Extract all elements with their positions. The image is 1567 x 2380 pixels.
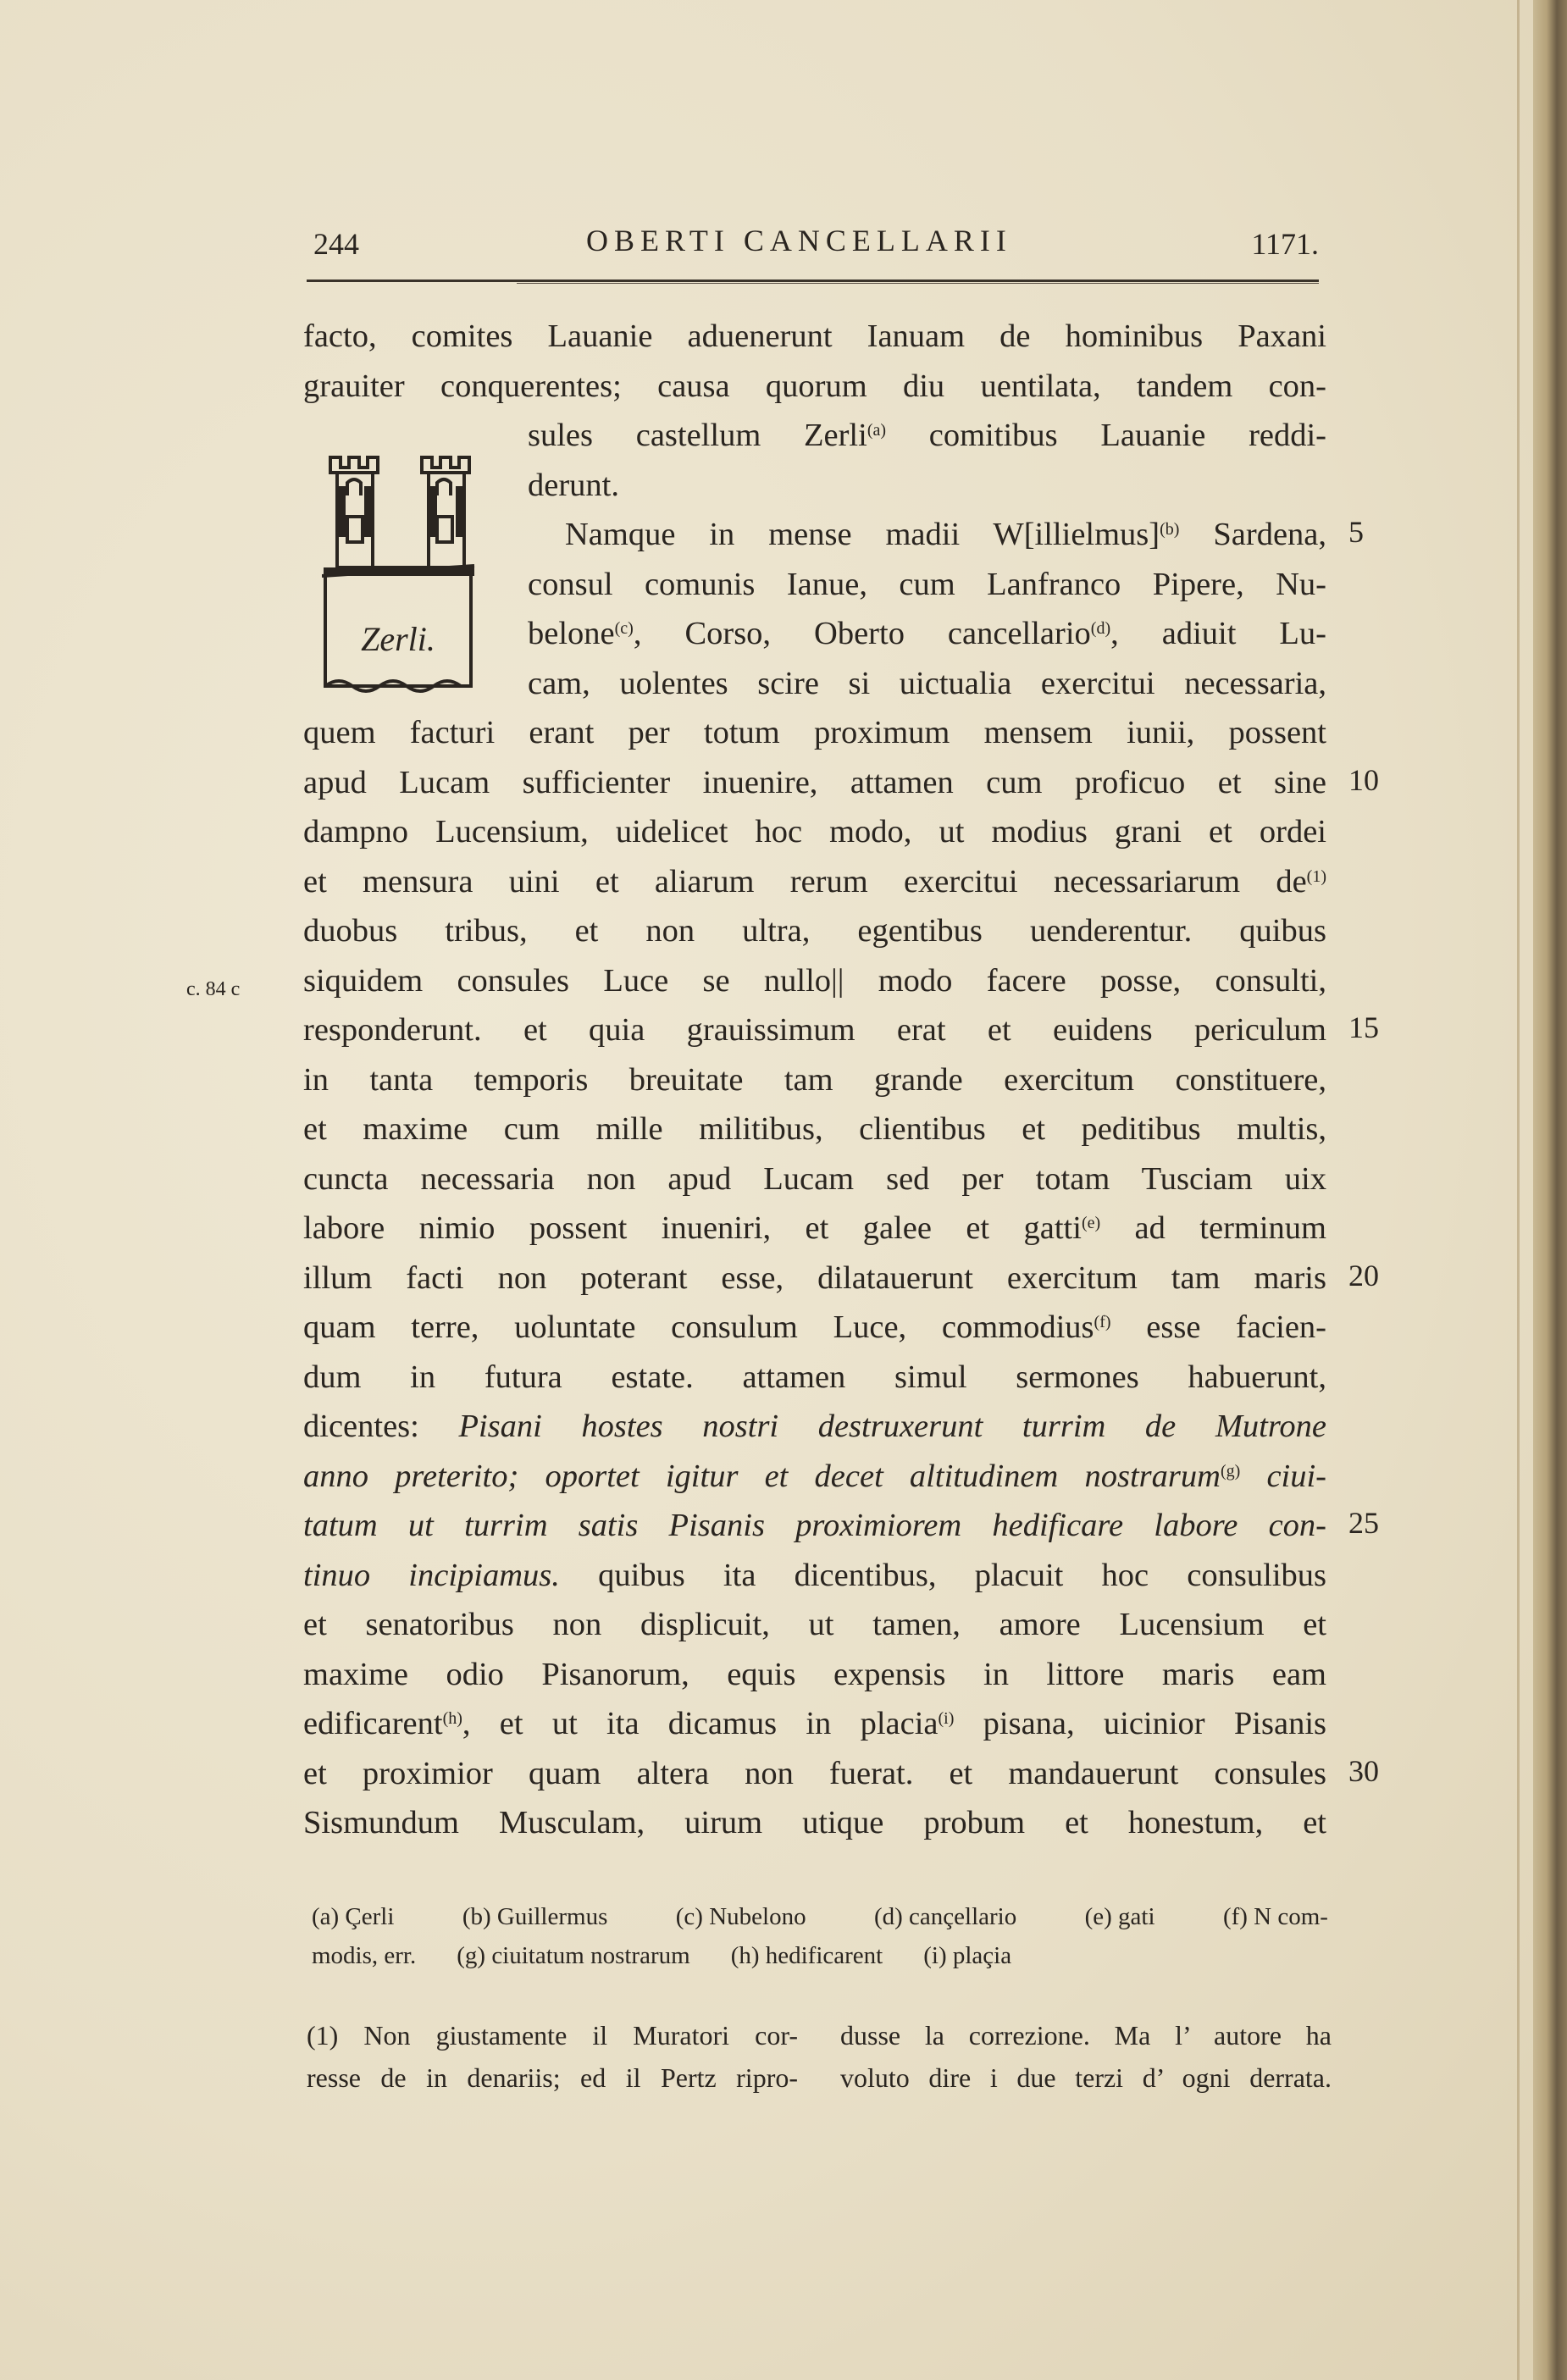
variant-item: (i) plaçia bbox=[923, 1942, 1012, 1969]
variant-item: (f) N com- bbox=[1222, 1903, 1328, 1930]
variant-item: (h) hedificarent bbox=[730, 1942, 883, 1969]
note-line: voluto dire i due terzi d’ ogni derrata. bbox=[840, 2062, 1332, 2093]
text-line: quam terre, uoluntate consulum Luce, commodius$^{(f)}$ esse facien- bbox=[303, 1309, 1326, 1345]
text-line: dampno Lucensium, uidelicet hoc modo, ut modius grani et ordei bbox=[303, 814, 1326, 850]
main-text bbox=[303, 312, 1326, 1848]
variant-item: (b) Guillermus bbox=[462, 1903, 608, 1930]
text-line: Namque in mense madii W[illielmus]$^{(b)}$ Sardena, bbox=[565, 517, 1326, 552]
text-line: belone$^{(c)}$, Corso, Oberto cancellario$^{(d)}$, adiuit Lu- bbox=[528, 616, 1326, 651]
text-line: facto, comites Lauanie aduenerunt Ianuam de hominibus Paxani bbox=[303, 318, 1326, 354]
notes-left-column bbox=[307, 2014, 798, 2099]
header-rule-thin bbox=[517, 283, 1319, 284]
text-line: grauiter conquerentes; causa quorum diu uentilata, tandem con- bbox=[303, 368, 1326, 404]
text-line: tinuo incipiamus. quibus ita dicentibus, placuit hoc consulibus bbox=[303, 1557, 1326, 1593]
text-line: maxime odio Pisanorum, equis expensis in littore maris eam bbox=[303, 1656, 1326, 1692]
text-line: derunt. bbox=[528, 467, 619, 503]
text-line: responderunt. et quia grauissimum erat et euidens periculum bbox=[303, 1012, 1326, 1048]
text-line: apud Lucam sufficienter inuenire, attamen cum proficuo et sine bbox=[303, 764, 1326, 800]
text-line: et mensura uini et aliarum rerum exercitui necessariarum $de^{(1)}$ bbox=[303, 863, 1326, 899]
notes-right-column bbox=[840, 2014, 1332, 2099]
variant-item: (d) cançellario bbox=[873, 1903, 1017, 1930]
header-year: 1171. bbox=[1251, 227, 1319, 261]
note-line: dusse la correzione. Ma l’ autore ha bbox=[840, 2020, 1332, 2051]
text-line: dicentes: Pisani hostes nostri destruxerunt turrim de Mutrone bbox=[303, 1409, 1326, 1444]
emblem-label: Zerli. bbox=[361, 620, 435, 658]
line-number: 5 bbox=[1348, 515, 1364, 549]
variant-row bbox=[312, 1897, 1328, 1936]
variant-row bbox=[312, 1936, 1328, 1975]
line-number: 10 bbox=[1348, 763, 1379, 797]
variant-item: (c) Nubelono bbox=[675, 1903, 806, 1930]
note-line: (1) Non giustamente il Muratori cor- bbox=[307, 2020, 798, 2051]
text-line: siquidem consules Luce se nullo|| modo facere posse, consulti, bbox=[303, 962, 1326, 999]
page-number: 244 bbox=[313, 227, 359, 261]
text-line: illum facti non poterant esse, dilatauerunt exercitum tam maris bbox=[303, 1259, 1326, 1296]
text-line: Sismundum Musculam, uirum utique probum et honestum, et bbox=[303, 1805, 1326, 1840]
text-line: cam, uolentes scire si uictualia exercitui necessaria, bbox=[528, 665, 1326, 701]
line-number: 15 bbox=[1348, 1010, 1379, 1044]
text-line: sules castellum Zerli$^{(a)}$ comitibus Lauanie reddi- bbox=[528, 418, 1326, 453]
text-line: et senatoribus non displicuit, ut tamen, amore Lucensium et bbox=[303, 1607, 1326, 1642]
text-line: edificarent$^{(h)}$, et ut ita dicamus in placia$^{(i)}$ pisana, uicinior Pisanis bbox=[303, 1706, 1326, 1741]
text-line: dum in futura estate. attamen simul sermones habuerunt, bbox=[303, 1359, 1326, 1395]
text-line: anno preterito; oportet igitur et decet altitudinem nostrarum$^{(g)}$ ciui- bbox=[303, 1458, 1326, 1494]
variant-item: modis, err. bbox=[312, 1942, 417, 1969]
note-line: resse de in denariis; ed il Pertz ripro- bbox=[307, 2062, 798, 2093]
line-number: 30 bbox=[1348, 1754, 1379, 1788]
variant-item: (a) Çerli bbox=[312, 1903, 395, 1930]
text-line: cuncta necessaria non apud Lucam sed per totam Tusciam uix bbox=[303, 1160, 1326, 1197]
text-line: labore nimio possent inueniri, et galee et gatti$^{(e)}$ ad terminum bbox=[303, 1210, 1326, 1246]
running-title: OBERTI CANCELLARII bbox=[586, 224, 1012, 257]
text-line: et proximior quam altera non fuerat. et mandauerunt consules bbox=[303, 1755, 1326, 1791]
line-number: 20 bbox=[1348, 1259, 1379, 1292]
margin-note: c. 84 c bbox=[186, 978, 241, 1000]
page-edge bbox=[1533, 0, 1567, 2380]
text-line: quem facturi erant per totum proximum mensem iunii, possent bbox=[303, 715, 1326, 750]
text-line: in tanta temporis breuitate tam grande exercitum constituere, bbox=[303, 1061, 1326, 1098]
text-line: duobus tribus, et non ultra, egentibus uenderentur. quibus bbox=[303, 913, 1326, 949]
text-line: et maxime cum mille militibus, clientibus et peditibus multis, bbox=[303, 1111, 1326, 1147]
line-number: 25 bbox=[1348, 1506, 1379, 1540]
page-fold-line bbox=[1517, 0, 1520, 2380]
variant-item: (g) ciuitatum nostrarum bbox=[457, 1942, 690, 1969]
text-line: tatum ut turrim satis Pisanis proximiorem hedificare labore con- bbox=[303, 1508, 1326, 1543]
running-header bbox=[307, 223, 1319, 263]
header-rule bbox=[307, 280, 1319, 282]
editorial-notes bbox=[307, 2014, 1332, 2099]
variant-readings bbox=[312, 1897, 1328, 1975]
text-line: consul comunis Ianue, cum Lanfranco Pipere, Nu- bbox=[528, 566, 1326, 602]
variant-item: (e) gati bbox=[1084, 1903, 1155, 1930]
